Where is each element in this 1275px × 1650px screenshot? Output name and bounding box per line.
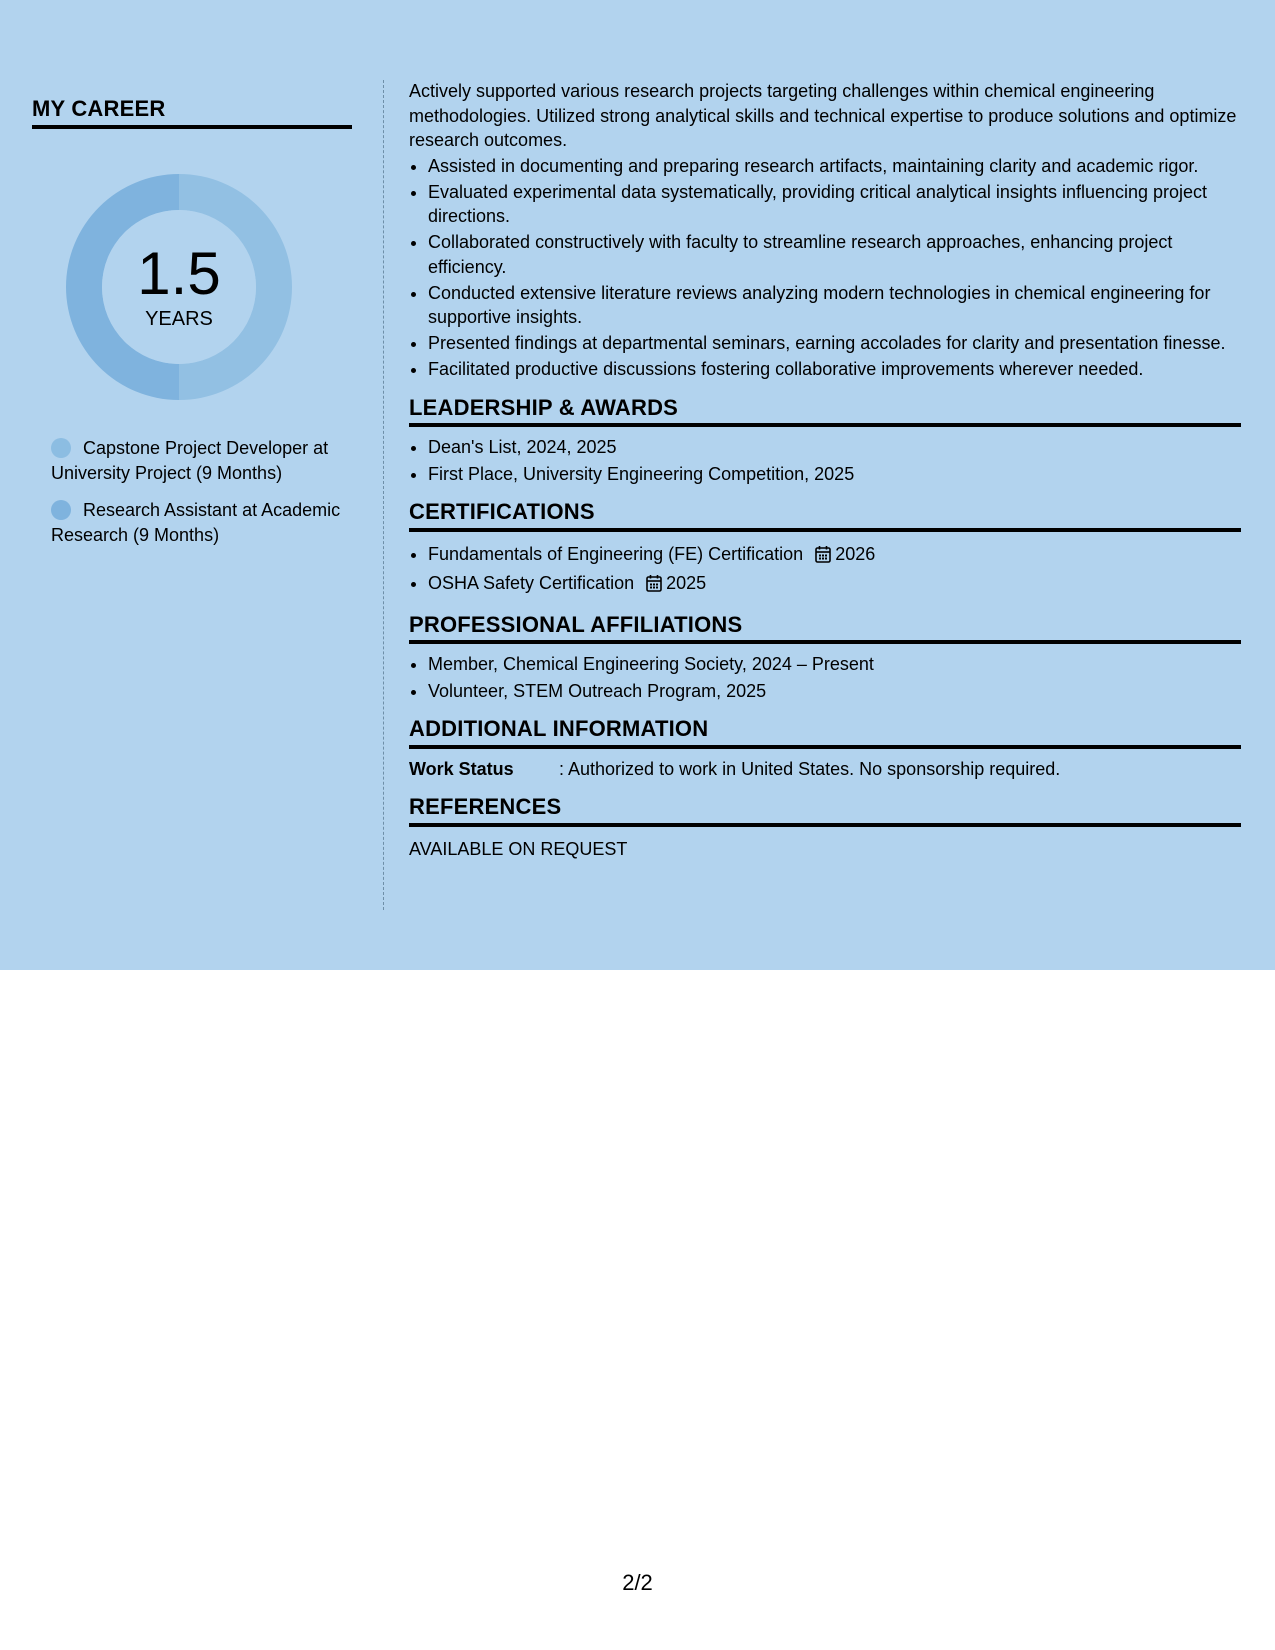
career-legend-item: [51, 498, 341, 548]
certifications-list: [409, 542, 1241, 599]
career-heading: MY CAREER: [32, 96, 352, 129]
certification-name: OSHA Safety Certification: [428, 573, 635, 593]
calendar-icon: [646, 574, 662, 599]
affiliation-item: • Member, Chemical Engineering Society, 2024 – Present: [428, 652, 1241, 677]
work-status-row: [409, 757, 1241, 782]
years-value: 1.5: [137, 240, 221, 307]
legend-dot: [51, 438, 71, 458]
experience-bullet: • Conducted extensive literature reviews analyzing modern technologies in chemical engineering for supportive insights.: [428, 281, 1241, 330]
certification-name: Fundamentals of Engineering (FE) Certification: [428, 543, 804, 564]
references-heading: REFERENCES: [409, 795, 1241, 827]
certification-year: 2025: [666, 573, 707, 593]
certification-item: [428, 571, 1241, 599]
affiliation-item: • Volunteer, STEM Outreach Program, 2025: [428, 679, 1241, 704]
experience-bullet: • Assisted in documenting and preparing research artifacts, maintaining clarity and academic rigor.: [428, 154, 1241, 179]
column-divider: [383, 80, 384, 910]
experience-bullet: • Facilitated productive discussions fostering collaborative improvements wherever needed.: [428, 357, 1241, 382]
career-legend: [51, 436, 341, 548]
certifications-heading: CERTIFICATIONS: [409, 500, 1241, 532]
legend-dot: [51, 500, 71, 520]
experience-bullet: • Collaborated constructively with faculty to streamline research approaches, enhancing project efficiency.: [428, 230, 1241, 279]
career-sidebar: [32, 96, 352, 560]
main-content: [409, 79, 1241, 861]
work-status-value: : Authorized to work in United States. No sponsorship required.: [559, 758, 1061, 779]
leadership-list: [409, 435, 1241, 486]
additional-info-heading: ADDITIONAL INFORMATION: [409, 717, 1241, 749]
page-number: 2/2: [622, 1570, 653, 1595]
certification-year: 2026: [835, 543, 876, 564]
leadership-heading: LEADERSHIP & AWARDS: [409, 396, 1241, 428]
career-item-text: Capstone Project Developer at University Project (9 Months): [51, 438, 329, 483]
work-status-label: Work Status: [409, 758, 514, 779]
career-item-text: Research Assistant at Academic Research (9 Months): [51, 500, 341, 545]
references-text: AVAILABLE ON REQUEST: [409, 838, 628, 859]
calendar-icon: [815, 545, 831, 570]
career-legend-item: [51, 436, 341, 486]
leadership-item: • Dean's List, 2024, 2025: [428, 435, 1241, 460]
leadership-item: • First Place, University Engineering Competition, 2025: [428, 462, 1241, 487]
affiliations-list: [409, 652, 1241, 703]
affiliations-heading: PROFESSIONAL AFFILIATIONS: [409, 613, 1241, 645]
certification-item: [428, 542, 1241, 570]
experience-bullet: • Presented findings at departmental seminars, earning accolades for clarity and presentation finesse.: [428, 331, 1241, 356]
experience-summary: Actively supported various research projects targeting challenges within chemical engineering methodologies. Utilized strong analytical skills and technical expertise to produce solutions and optimize research outcomes.: [409, 81, 1237, 150]
experience-bullets: [409, 154, 1241, 382]
years-unit: YEARS: [145, 308, 213, 330]
experience-bullet: • Evaluated experimental data systematically, providing critical analytical insights influencing project directions.: [428, 180, 1241, 229]
career-years-donut: [66, 174, 292, 400]
